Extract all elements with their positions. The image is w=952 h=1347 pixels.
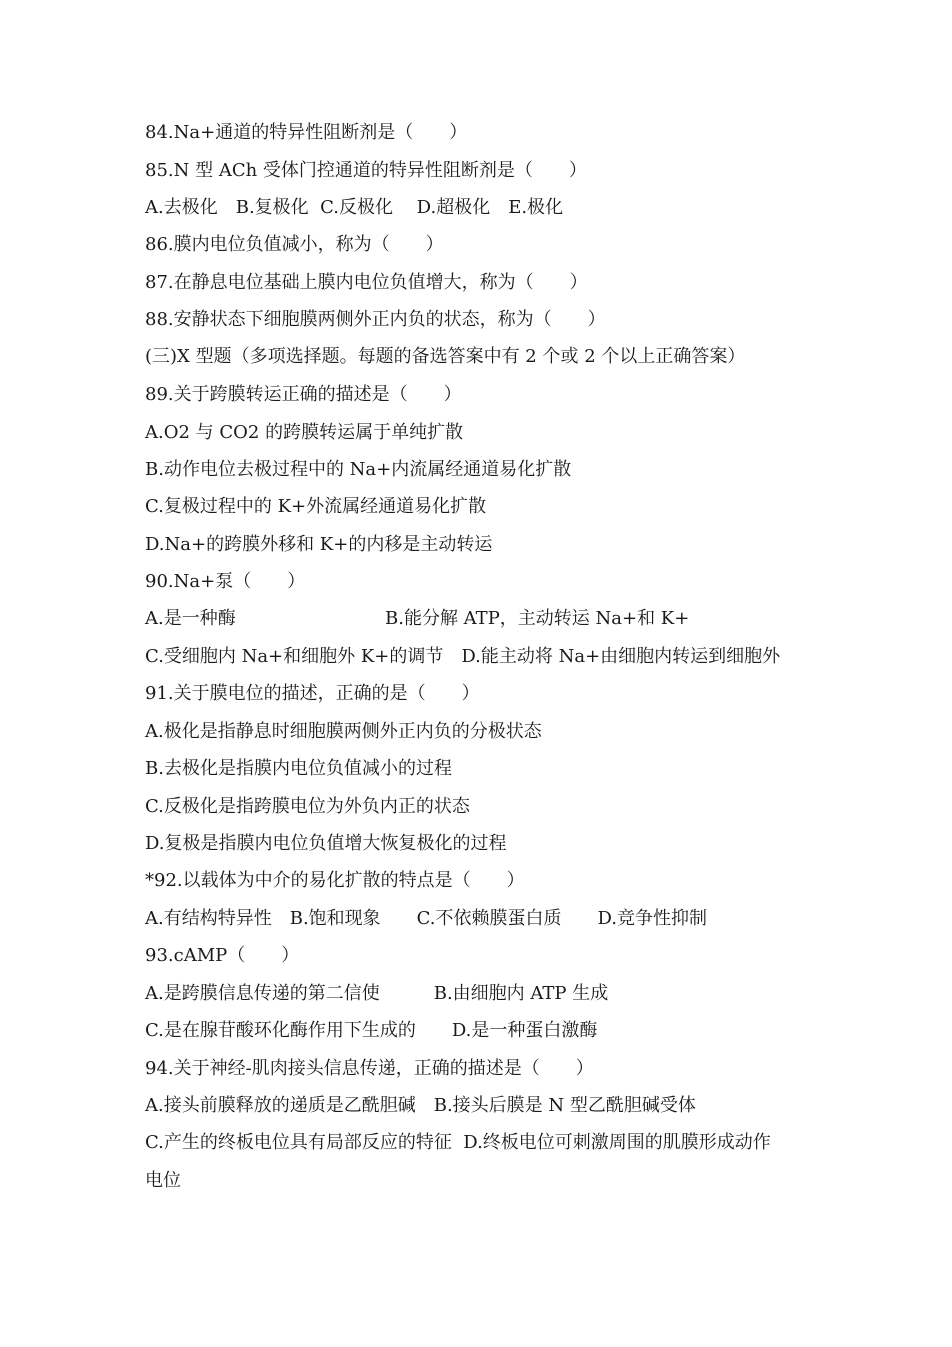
question-93-options-cd: C.是在腺苷酸环化酶作用下生成的 D.是一种蛋白激酶 <box>145 1020 598 1041</box>
question-89-option-a: A.O2 与 CO2 的跨膜转运属于单纯扩散 <box>145 422 464 443</box>
question-94-options-cd-continued: 电位 <box>145 1170 181 1191</box>
question-91-option-d: D.复极是指膜内电位负值增大恢复极化的过程 <box>145 833 507 854</box>
question-89: 89.关于跨膜转运正确的描述是（ ） <box>145 384 462 405</box>
question-84: 84.Na+通道的特异性阻断剂是（ ） <box>145 122 468 143</box>
question-85: 85.N 型 ACh 受体门控通道的特异性阻断剂是（ ） <box>145 160 587 181</box>
section-heading-x-type: (三)X 型题（多项选择题。每题的备选答案中有 2 个或 2 个以上正确答案） <box>145 346 746 367</box>
question-92-options: A.有结构特异性 B.饱和现象 C.不依赖膜蛋白质 D.竞争性抑制 <box>145 908 708 929</box>
question-89-option-d: D.Na+的跨膜外移和 K+的内移是主动转运 <box>145 534 493 555</box>
question-92: *92.以载体为中介的易化扩散的特点是（ ） <box>145 870 525 891</box>
question-89-option-c: C.复极过程中的 K+外流属经通道易化扩散 <box>145 496 487 517</box>
question-94: 94.关于神经-肌肉接头信息传递，正确的描述是（ ） <box>145 1058 594 1079</box>
question-93: 93.cAMP（ ） <box>145 945 300 966</box>
question-89-option-b: B.动作电位去极过程中的 Na+内流属经通道易化扩散 <box>145 459 572 480</box>
question-91-option-b: B.去极化是指膜内电位负值减小的过程 <box>145 758 452 779</box>
question-91-option-c: C.反极化是指跨膜电位为外负内正的状态 <box>145 796 470 817</box>
question-87: 87.在静息电位基础上膜内电位负值增大，称为（ ） <box>145 272 588 293</box>
question-90-option-b: B.能分解 ATP，主动转运 Na+和 K+ <box>385 608 690 629</box>
question-88: 88.安静状态下细胞膜两侧外正内负的状态，称为（ ） <box>145 309 606 330</box>
question-86: 86.膜内电位负值减小，称为（ ） <box>145 234 444 255</box>
question-90-options-cd: C.受细胞内 Na+和细胞外 K+的调节 D.能主动将 Na+由细胞内转运到细胞外 <box>145 646 781 667</box>
question-90-option-a: A.是一种酶 <box>145 608 236 629</box>
question-93-options-ab: A.是跨膜信息传递的第二信使 B.由细胞内 ATP 生成 <box>145 983 609 1004</box>
question-91-option-a: A.极化是指静息时细胞膜两侧外正内负的分极状态 <box>145 721 542 742</box>
question-91: 91.关于膜电位的描述，正确的是（ ） <box>145 683 480 704</box>
options-84-88: A.去极化 B.复极化 C.反极化 D.超极化 E.极化 <box>145 197 564 218</box>
question-94-options-cd: C.产生的终板电位具有局部反应的特征 D.终板电位可刺激周围的肌膜形成动作 <box>145 1132 771 1153</box>
question-90: 90.Na+泵（ ） <box>145 571 306 592</box>
question-94-options-ab: A.接头前膜释放的递质是乙酰胆碱 B.接头后膜是 N 型乙酰胆碱受体 <box>145 1095 696 1116</box>
